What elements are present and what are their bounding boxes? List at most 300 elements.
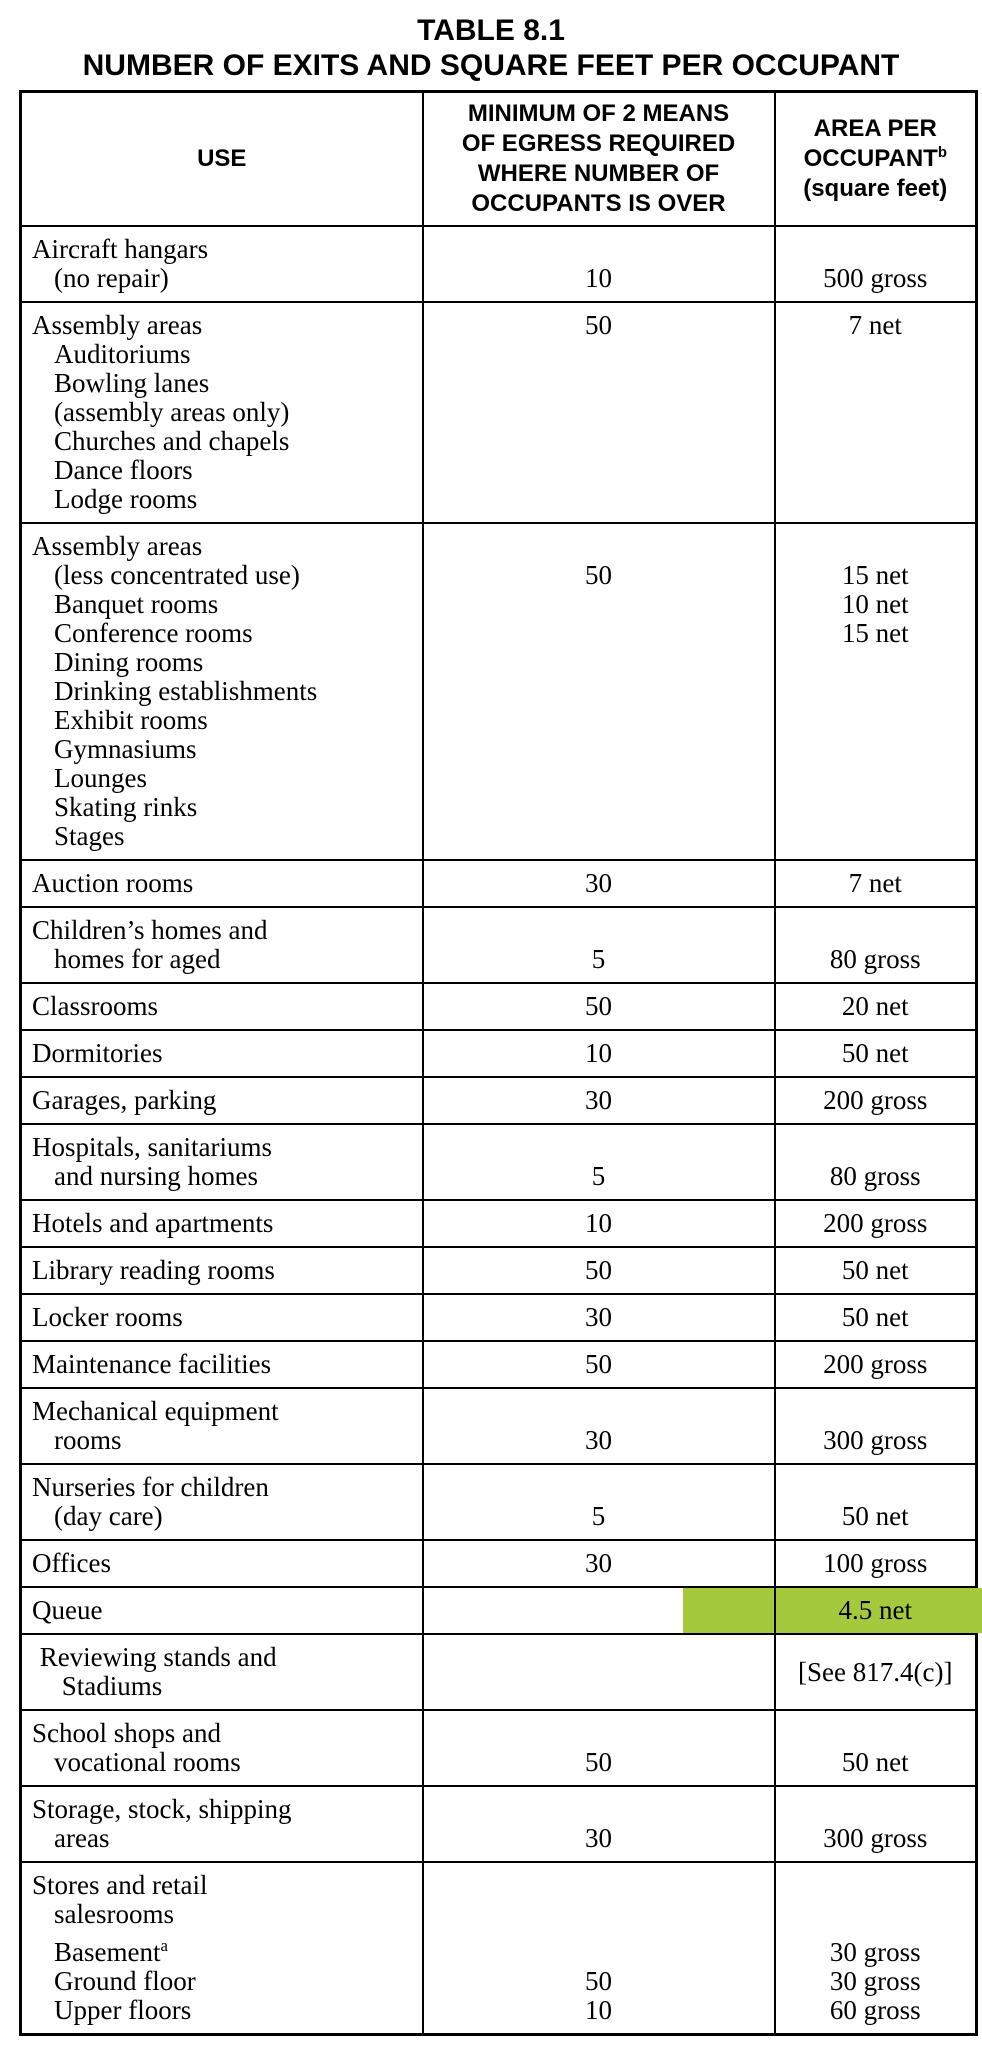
cell-line-use <box>32 764 412 793</box>
area-cell <box>775 1388 977 1464</box>
cell-line-area <box>778 869 974 898</box>
use-cell <box>21 1030 423 1077</box>
use-cell <box>21 860 423 907</box>
cell-line-use <box>32 677 412 706</box>
line-text: 80 gross <box>829 1161 921 1191</box>
cell-line-egress <box>426 1350 772 1379</box>
footnote-marker: a <box>160 1936 168 1955</box>
cell-line-use <box>32 590 412 619</box>
line-text: Storage, stock, shipping <box>32 1794 292 1824</box>
line-text <box>595 1718 602 1748</box>
table-row <box>21 1587 977 1634</box>
cell-line-area <box>778 1596 974 1625</box>
cell-line-use <box>32 822 412 851</box>
col-header-use <box>21 92 423 227</box>
cell-line-use <box>32 1473 412 1502</box>
area-cell <box>775 523 977 860</box>
cell-line-area <box>778 916 974 945</box>
line-text: (day care) <box>54 1501 163 1531</box>
cell-line-egress <box>426 1473 772 1502</box>
egress-cell <box>423 226 775 302</box>
cell-line-area <box>778 945 974 974</box>
use-cell <box>21 1786 423 1862</box>
line-text: 60 gross <box>829 1995 921 2025</box>
cell-line-area <box>778 1871 974 1900</box>
line-text: Skating rinks <box>54 792 198 822</box>
line-text: 30 <box>585 1823 612 1853</box>
cell-line-use <box>32 1748 412 1777</box>
cell-line-area <box>778 1795 974 1824</box>
line-text: [See 817.4(c)] <box>798 1656 953 1687</box>
line-text <box>872 1794 879 1824</box>
cell-line-use <box>32 456 412 485</box>
line-text: 50 net <box>841 1747 909 1777</box>
table-row <box>21 302 977 523</box>
cell-line-use <box>32 1996 412 2025</box>
line-text: 30 <box>585 1425 612 1455</box>
use-cell <box>21 1540 423 1587</box>
area-cell <box>775 226 977 302</box>
line-text: Stages <box>54 821 125 851</box>
table-row <box>21 1388 977 1464</box>
line-text: 7 net <box>848 310 902 340</box>
cell-line-use <box>32 532 412 561</box>
cell-line-egress <box>426 1502 772 1531</box>
line-text: Gymnasiums <box>54 734 197 764</box>
line-text: 50 <box>585 1349 612 1379</box>
table-row <box>21 1634 977 1710</box>
line-text: 5 <box>591 944 606 974</box>
cell-line-use <box>32 369 412 398</box>
line-text: 500 gross <box>823 263 928 293</box>
cell-line-egress <box>426 1303 772 1332</box>
cell-line-egress <box>426 1039 772 1068</box>
col-header-area <box>775 92 977 227</box>
line-text: Banquet rooms <box>54 589 219 619</box>
area-cell <box>775 302 977 523</box>
line-text: Dining rooms <box>54 647 204 677</box>
egress-cell <box>423 1786 775 1862</box>
table-row <box>21 523 977 860</box>
cell-line-area <box>778 1967 974 1996</box>
line-text <box>595 531 602 561</box>
table-row <box>21 1124 977 1200</box>
line-text: vocational rooms <box>54 1747 241 1777</box>
line-text <box>595 915 602 945</box>
use-cell <box>21 1077 423 1124</box>
line-text: Stadiums <box>61 1671 163 1701</box>
line-text: 30 <box>585 1548 612 1578</box>
use-cell <box>21 1200 423 1247</box>
area-cell <box>775 1464 977 1540</box>
line-text: 200 gross <box>823 1208 928 1238</box>
line-text <box>872 915 879 945</box>
line-text: Basement <box>54 1937 161 1967</box>
cell-line-area <box>778 1502 974 1531</box>
cell-line-egress <box>426 1086 772 1115</box>
egress-cell <box>423 1247 775 1294</box>
use-cell <box>21 1710 423 1786</box>
cell-line-use <box>32 485 412 514</box>
cell-line-use <box>32 1209 412 1238</box>
area-cell <box>775 1862 977 2035</box>
use-cell <box>21 523 423 860</box>
line-text <box>595 1870 602 1900</box>
cell-line-egress <box>426 1397 772 1426</box>
line-text <box>872 234 879 264</box>
area-cell <box>775 1247 977 1294</box>
egress-cell <box>423 1540 775 1587</box>
cell-line-area <box>778 1549 974 1578</box>
line-text <box>872 1870 879 1900</box>
line-text: 80 gross <box>829 944 921 974</box>
cell-line-area <box>778 1658 974 1687</box>
area-cell <box>775 1294 977 1341</box>
line-text: 50 net <box>841 1038 909 1068</box>
table-row <box>21 860 977 907</box>
line-text: Lounges <box>54 763 147 793</box>
line-text: Stores and retail <box>32 1870 208 1900</box>
use-cell <box>21 1862 423 2035</box>
line-text: Reviewing stands and <box>39 1642 277 1672</box>
use-cell <box>21 1247 423 1294</box>
line-text: 10 <box>585 1208 612 1238</box>
header-line <box>780 174 972 204</box>
line-text: 30 gross <box>829 1966 921 1996</box>
cell-line-area <box>778 590 974 619</box>
line-text <box>872 1472 879 1502</box>
cell-line-egress <box>426 1996 772 2025</box>
line-text: Locker rooms <box>32 1302 183 1332</box>
use-cell <box>21 1124 423 1200</box>
line-text: Auditoriums <box>54 339 191 369</box>
col-header-egress <box>423 92 775 227</box>
line-text <box>595 1899 602 1929</box>
use-cell <box>21 1341 423 1388</box>
line-text: Bowling lanes <box>54 368 210 398</box>
use-cell <box>21 1634 423 1710</box>
header-line <box>780 144 972 174</box>
cell-line-use <box>32 1795 412 1824</box>
cell-line-egress <box>426 1162 772 1191</box>
area-cell <box>775 1077 977 1124</box>
line-text: Classrooms <box>32 991 159 1021</box>
header-text: OCCUPANT <box>803 145 938 172</box>
cell-line-egress <box>426 916 772 945</box>
egress-cell <box>423 1294 775 1341</box>
line-text <box>595 1472 602 1502</box>
line-text: 50 <box>585 310 612 340</box>
cell-line-use <box>32 1039 412 1068</box>
cell-line-use <box>32 648 412 677</box>
header-text: WHERE NUMBER OF <box>477 160 720 187</box>
cell-line-area <box>778 1162 974 1191</box>
header-line <box>428 99 770 129</box>
cell-line-area <box>778 1303 974 1332</box>
cell-line-use <box>32 398 412 427</box>
cell-line-area <box>778 1473 974 1502</box>
cell-line-area <box>778 264 974 293</box>
cell-line-area <box>778 1996 974 2025</box>
cell-line-use <box>32 1938 412 1967</box>
area-cell <box>775 1341 977 1388</box>
header-text: OF EGRESS REQUIRED <box>461 130 736 157</box>
cell-line-use <box>32 1672 412 1701</box>
egress-cell <box>423 523 775 860</box>
use-cell <box>21 1388 423 1464</box>
line-text: 5 <box>591 1501 606 1531</box>
use-cell <box>21 1587 423 1634</box>
header-text: MINIMUM OF 2 MEANS <box>467 100 730 127</box>
use-cell <box>21 302 423 523</box>
use-cell <box>21 226 423 302</box>
area-cell <box>775 1786 977 1862</box>
cell-line-area <box>778 311 974 340</box>
cell-line-area <box>778 1039 974 1068</box>
line-text: 20 net <box>841 991 909 1021</box>
line-text: Drinking establishments <box>54 676 318 706</box>
line-text: Exhibit rooms <box>54 705 208 735</box>
cell-line-use <box>32 1596 412 1625</box>
cell-line-egress <box>426 1748 772 1777</box>
line-text: 30 <box>585 1085 612 1115</box>
line-text <box>595 1794 602 1824</box>
cell-line-use <box>32 1426 412 1455</box>
line-text: Mechanical equipment <box>32 1396 279 1426</box>
area-cell <box>775 1200 977 1247</box>
line-text: 30 gross <box>829 1937 921 1967</box>
use-cell <box>21 1464 423 1540</box>
line-text: homes for aged <box>54 944 221 974</box>
cell-line-use <box>32 340 412 369</box>
table-row <box>21 1341 977 1388</box>
line-text: 7 net <box>848 868 902 898</box>
cell-line-use <box>32 992 412 1021</box>
cell-line-area <box>778 532 974 561</box>
line-text: Garages, parking <box>32 1085 217 1115</box>
cell-line-use <box>32 619 412 648</box>
table-row <box>21 1862 977 2035</box>
table-body <box>21 226 977 2035</box>
cell-line-area <box>778 1748 974 1777</box>
line-text <box>595 234 602 264</box>
area-cell <box>775 1030 977 1077</box>
line-text: Hospitals, sanitariums <box>32 1132 272 1162</box>
line-text <box>872 531 879 561</box>
line-text: 15 net <box>841 560 909 590</box>
cell-line-area <box>778 235 974 264</box>
cell-line-use <box>32 1350 412 1379</box>
line-text: 50 <box>585 991 612 1021</box>
line-text: Nurseries for children <box>32 1472 269 1502</box>
egress-cell <box>423 302 775 523</box>
cell-line-use <box>32 945 412 974</box>
line-text: 300 gross <box>823 1823 928 1853</box>
egress-cell <box>423 1124 775 1200</box>
line-text: 30 <box>585 868 612 898</box>
cell-line-egress <box>426 945 772 974</box>
cell-line-area <box>778 561 974 590</box>
table-row <box>21 1540 977 1587</box>
line-text: Queue <box>32 1595 103 1625</box>
header-line <box>780 114 972 144</box>
cell-line-use <box>32 1871 412 1900</box>
cell-line-use <box>32 1303 412 1332</box>
table-row <box>21 1294 977 1341</box>
egress-cell <box>423 860 775 907</box>
header-line <box>428 129 770 159</box>
line-text: Upper floors <box>54 1995 192 2025</box>
area-cell <box>775 1587 977 1634</box>
line-text: Hotels and apartments <box>32 1208 274 1238</box>
cell-line-use <box>32 427 412 456</box>
occupancy-table <box>19 90 978 2036</box>
use-cell <box>21 907 423 983</box>
line-text: 50 net <box>841 1501 909 1531</box>
cell-line-egress <box>426 532 772 561</box>
use-cell <box>21 1294 423 1341</box>
line-text: 200 gross <box>823 1085 928 1115</box>
egress-cell <box>423 1464 775 1540</box>
line-text: Library reading rooms <box>32 1255 275 1285</box>
line-text: 50 <box>585 1966 612 1996</box>
cell-line-egress <box>426 1824 772 1853</box>
cell-line-egress <box>426 1900 772 1929</box>
cell-line-area <box>778 1824 974 1853</box>
area-cell <box>775 1540 977 1587</box>
line-text: Churches and chapels <box>54 426 290 456</box>
line-text: 50 net <box>841 1255 909 1285</box>
line-text <box>872 1396 879 1426</box>
table-title <box>0 0 982 83</box>
egress-cell <box>423 1587 775 1634</box>
table-row <box>21 1077 977 1124</box>
header-text: AREA PER <box>813 115 937 142</box>
cell-line-use <box>32 1133 412 1162</box>
line-text: (no repair) <box>54 263 169 293</box>
use-cell <box>21 983 423 1030</box>
egress-cell <box>423 1030 775 1077</box>
table-row <box>21 1200 977 1247</box>
header-line <box>26 144 418 174</box>
line-text: 15 net <box>841 618 909 648</box>
line-text: (less concentrated use) <box>54 560 300 590</box>
line-text: areas <box>54 1823 110 1853</box>
cell-line-area <box>778 1900 974 1929</box>
header-text: (square feet) <box>803 175 948 202</box>
table-row <box>21 1030 977 1077</box>
cell-line-egress <box>426 1426 772 1455</box>
footnote-marker: b <box>937 145 947 161</box>
line-text: Offices <box>32 1548 111 1578</box>
line-text: Assembly areas <box>32 310 203 340</box>
cell-line-area <box>778 1256 974 1285</box>
line-text: 50 net <box>841 1302 909 1332</box>
cell-line-egress <box>426 235 772 264</box>
cell-line-use <box>32 1900 412 1929</box>
line-text: Maintenance facilities <box>32 1349 272 1379</box>
area-cell <box>775 860 977 907</box>
cell-line-use <box>32 706 412 735</box>
header-text: USE <box>197 145 247 172</box>
table-caption: NUMBER OF EXITS AND SQUARE FEET PER OCCUPANT <box>82 49 900 82</box>
cell-line-use <box>32 735 412 764</box>
line-text: Lodge rooms <box>54 484 198 514</box>
cell-line-egress <box>426 1133 772 1162</box>
cell-line-area <box>778 1719 974 1748</box>
line-text: and nursing homes <box>54 1161 258 1191</box>
line-text: 300 gross <box>823 1425 928 1455</box>
cell-line-egress <box>426 1719 772 1748</box>
line-text: 4.5 net <box>838 1595 912 1625</box>
egress-cell <box>423 1710 775 1786</box>
cell-line-use <box>32 311 412 340</box>
line-text: salesrooms <box>54 1899 174 1929</box>
line-text: 30 <box>585 1302 612 1332</box>
line-text: School shops and <box>32 1718 221 1748</box>
cell-line-use <box>32 235 412 264</box>
table-row <box>21 1786 977 1862</box>
cell-line-egress <box>426 1209 772 1238</box>
line-text: Dance floors <box>54 455 193 485</box>
cell-line-area <box>778 1350 974 1379</box>
table-row <box>21 1710 977 1786</box>
area-cell <box>775 1710 977 1786</box>
cell-line-use <box>32 1162 412 1191</box>
area-cell <box>775 907 977 983</box>
egress-cell <box>423 1077 775 1124</box>
line-text: 50 <box>585 1255 612 1285</box>
line-text: 200 gross <box>823 1349 928 1379</box>
line-text: 50 <box>585 1747 612 1777</box>
cell-line-area <box>778 1426 974 1455</box>
table-row <box>21 1247 977 1294</box>
cell-line-use <box>32 1643 412 1672</box>
line-text <box>595 1937 602 1967</box>
cell-line-use <box>32 1824 412 1853</box>
cell-line-use <box>32 869 412 898</box>
egress-cell <box>423 907 775 983</box>
table-row <box>21 983 977 1030</box>
cell-line-area <box>778 1133 974 1162</box>
egress-cell <box>423 983 775 1030</box>
cell-line-use <box>32 1086 412 1115</box>
cell-line-use <box>32 1397 412 1426</box>
highlight-marker <box>683 1588 774 1633</box>
egress-cell <box>423 1388 775 1464</box>
area-cell <box>775 1634 977 1710</box>
cell-line-egress <box>426 992 772 1021</box>
table-header <box>21 92 977 227</box>
line-text: 10 <box>585 1038 612 1068</box>
line-text <box>595 1396 602 1426</box>
egress-cell <box>423 1200 775 1247</box>
egress-cell <box>423 1634 775 1710</box>
cell-line-egress <box>426 869 772 898</box>
table-row <box>21 1464 977 1540</box>
line-text: 10 <box>585 1995 612 2025</box>
cell-line-use <box>32 1502 412 1531</box>
cell-line-use <box>32 1256 412 1285</box>
line-text <box>595 1132 602 1162</box>
table-row <box>21 907 977 983</box>
line-text <box>872 1132 879 1162</box>
line-text: 100 gross <box>823 1548 928 1578</box>
cell-line-egress <box>426 1871 772 1900</box>
header-line <box>428 159 770 189</box>
line-text: Children’s homes and <box>32 915 268 945</box>
line-text: 5 <box>591 1161 606 1191</box>
